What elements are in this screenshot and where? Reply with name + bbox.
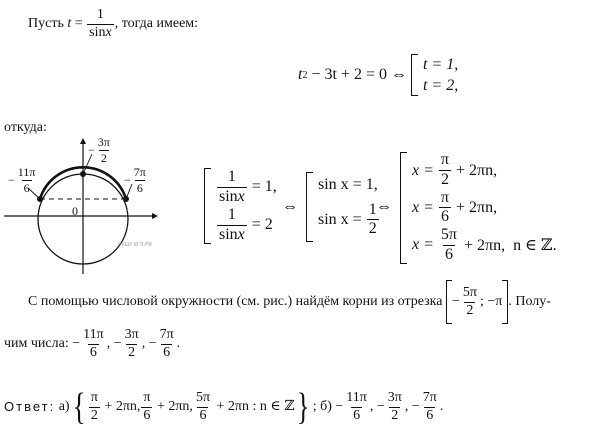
ans-bn1: 11π — [346, 389, 367, 405]
number-circle-figure — [0, 136, 170, 276]
ans-n3: 5π — [195, 389, 211, 405]
p3-m1: − — [72, 335, 81, 351]
answer-b: ; б) — [312, 398, 332, 414]
p2-seg-frac — [461, 286, 479, 318]
s1-num-2: 1 — [227, 205, 236, 223]
quad-lhs: t — [298, 66, 303, 83]
s3-frac-1 — [439, 152, 451, 189]
system-1 — [204, 168, 277, 244]
label-top — [88, 136, 113, 164]
quad-case-1: t = 1, — [422, 55, 459, 73]
p2-seg-rest: ; −π — [479, 293, 503, 309]
ans-n2: π — [143, 389, 151, 405]
system-2-wrap — [306, 172, 380, 242]
system-3-wrap — [400, 152, 557, 264]
s1-den-2-wrap — [217, 225, 247, 244]
label-left-num: 11π — [17, 165, 36, 179]
p2-seg-num: 5π — [462, 284, 477, 300]
s3-num-1: π — [440, 151, 449, 169]
circle-watermark: РЕШУ ЕГЭ.РФ — [118, 242, 152, 248]
quad-cases — [411, 54, 458, 96]
p3-d2: 2 — [128, 344, 136, 360]
ans-bd3: 6 — [426, 407, 434, 423]
s3-post-1: + 2πn, — [455, 161, 498, 179]
ans-bfrac-3 — [421, 391, 439, 423]
s2-den: 2 — [368, 220, 377, 238]
p3-n1: 11π — [83, 327, 104, 342]
label-left — [8, 166, 38, 194]
system-2-bracket — [306, 172, 313, 242]
ans-end: . — [439, 398, 444, 414]
s3-num-3: 5π — [440, 226, 457, 244]
system-3-bracket — [400, 152, 407, 264]
s1-den-2: sin — [219, 225, 238, 243]
intro-den: sin — [89, 24, 106, 40]
answer-brace-right: } — [297, 386, 310, 428]
ans-bn2: 3π — [387, 389, 402, 405]
intro-line — [28, 8, 198, 40]
s3-row-3-pre: x = — [412, 236, 434, 254]
s1-tail-2: = 2 — [251, 216, 273, 233]
label-right — [124, 166, 149, 194]
quad-cases-bracket — [411, 54, 418, 96]
ans-bm3: , − — [404, 398, 420, 414]
system-3-lines — [412, 152, 557, 264]
s3-row-1 — [412, 152, 557, 189]
arrow-1: ⇔ — [282, 198, 298, 215]
system-3 — [400, 152, 557, 264]
quad-case-2: t = 2, — [422, 76, 459, 94]
s1-den-1: sin — [219, 187, 238, 205]
label-zero: 0 — [72, 204, 78, 218]
s1-frac-1 — [217, 169, 247, 206]
s3-den-3: 6 — [444, 245, 453, 263]
label-top-minus: − — [88, 142, 95, 157]
p2-seg-minus: − — [451, 293, 460, 309]
ans-frac-2 — [141, 391, 152, 423]
s3-num-2: π — [440, 188, 449, 206]
s3-post-3: + 2πn, n ∈ ℤ. — [463, 237, 557, 255]
ans-bn3: 7π — [422, 389, 437, 405]
s3-post-2: + 2πn, — [455, 198, 498, 216]
s3-row-2 — [412, 190, 557, 227]
intro-den-var: x — [105, 24, 112, 40]
p3-frac-2 — [123, 328, 141, 360]
ans-bm1: − — [335, 398, 344, 414]
label-top-num: 3π — [97, 135, 110, 149]
intro-var: t — [67, 15, 72, 31]
p3-frac-3 — [158, 328, 176, 360]
p3-frac-1 — [81, 328, 106, 360]
quad-rest: − 3t + 2 = 0 ⇔ — [307, 66, 407, 83]
s1-frac-2 — [217, 207, 247, 244]
label-right-minus: − — [124, 172, 131, 187]
p3-d3: 6 — [163, 344, 171, 360]
answer-a: а) — [58, 398, 70, 414]
ans-bfrac-2 — [386, 391, 404, 423]
p2-text: С помощью числовой окружности (см. рис.) найдём корни из отрезка — [28, 293, 443, 309]
p2-tail: . Полу- — [508, 293, 551, 309]
s3-den-2: 6 — [440, 208, 449, 226]
system-1-row-1 — [216, 169, 277, 206]
s1-den-2-var: x — [237, 225, 245, 243]
arrow-2: ⇔ — [376, 198, 392, 215]
answer-brace-left: { — [72, 386, 86, 428]
intro-trail: , тогда имеем: — [114, 15, 199, 31]
s1-den-1-var: x — [237, 187, 245, 205]
label-top-frac — [96, 136, 112, 164]
p3-n2: 3π — [124, 327, 139, 342]
system-1-lines — [216, 168, 277, 244]
s3-row-3 — [412, 227, 557, 264]
p3-m2: , − — [106, 335, 122, 351]
system-1-wrap — [204, 168, 277, 244]
ans-n1: π — [90, 389, 98, 405]
ans-p3: + 2πn : n ∈ ℤ — [216, 398, 295, 414]
s1-num-1: 1 — [227, 167, 236, 185]
s3-row-1-pre: x = — [412, 161, 434, 179]
label-right-frac — [132, 166, 148, 194]
label-left-den: 6 — [23, 180, 30, 195]
intro-eq: = — [74, 15, 83, 31]
ans-d2: 6 — [143, 407, 151, 423]
x-axis-arrow — [152, 213, 158, 219]
ans-frac-3 — [194, 391, 212, 423]
s3-den-1: 2 — [440, 171, 449, 189]
s3-row-2-pre: x = — [412, 198, 434, 216]
label-top-den: 2 — [100, 150, 107, 165]
label-left-minus: − — [8, 172, 15, 187]
ans-d3: 6 — [199, 407, 207, 423]
quadratic-equation — [298, 54, 458, 96]
s2-row-2-pre: sin x = — [318, 210, 362, 228]
s3-frac-3 — [439, 227, 459, 264]
answer-line — [4, 388, 443, 426]
quad-cases-lines — [423, 54, 458, 96]
p3-end: . — [176, 335, 181, 351]
s1-tail-1: = 1, — [251, 178, 277, 195]
p3-d1: 6 — [89, 344, 97, 360]
intro-fraction — [87, 8, 114, 40]
ans-bfrac-1 — [344, 391, 369, 423]
s2-row-2 — [318, 202, 380, 239]
s3-frac-2 — [439, 190, 451, 227]
system-1-bracket — [204, 168, 211, 244]
system-2 — [306, 172, 380, 242]
ans-p1: + 2πn, — [104, 398, 141, 414]
system-2-lines — [318, 172, 380, 242]
ans-bd1: 6 — [353, 407, 361, 423]
answer-label: Ответ: — [4, 399, 56, 415]
ans-p2: + 2πn, — [156, 398, 193, 414]
y-axis-arrow — [80, 138, 86, 144]
s2-num: 1 — [368, 200, 377, 218]
p2-seg-den: 2 — [466, 302, 474, 318]
intro-num: 1 — [96, 7, 104, 22]
intro-den-wrap — [87, 24, 114, 41]
quad-sup: 2 — [302, 69, 308, 81]
s1-den-1-wrap — [217, 187, 247, 206]
ans-frac-1 — [89, 391, 100, 423]
ans-d1: 2 — [90, 407, 98, 423]
p3-m3: , − — [141, 335, 157, 351]
intro-lead: Пусть — [28, 15, 64, 31]
paragraph-3 — [4, 328, 180, 360]
label-right-den: 6 — [136, 180, 143, 195]
p3-n3: 7π — [159, 327, 174, 342]
label-right-num: 7π — [133, 165, 146, 179]
ans-bd2: 2 — [391, 407, 399, 423]
p3-lead: чим числа: — [4, 335, 69, 351]
paragraph-2 — [28, 280, 551, 324]
s2-row-1: sin x = 1, — [318, 175, 378, 193]
label-left-frac — [16, 166, 38, 194]
system-1-row-2 — [216, 207, 277, 244]
ans-bm2: , − — [369, 398, 385, 414]
otkuda-label: откуда: — [4, 120, 47, 135]
